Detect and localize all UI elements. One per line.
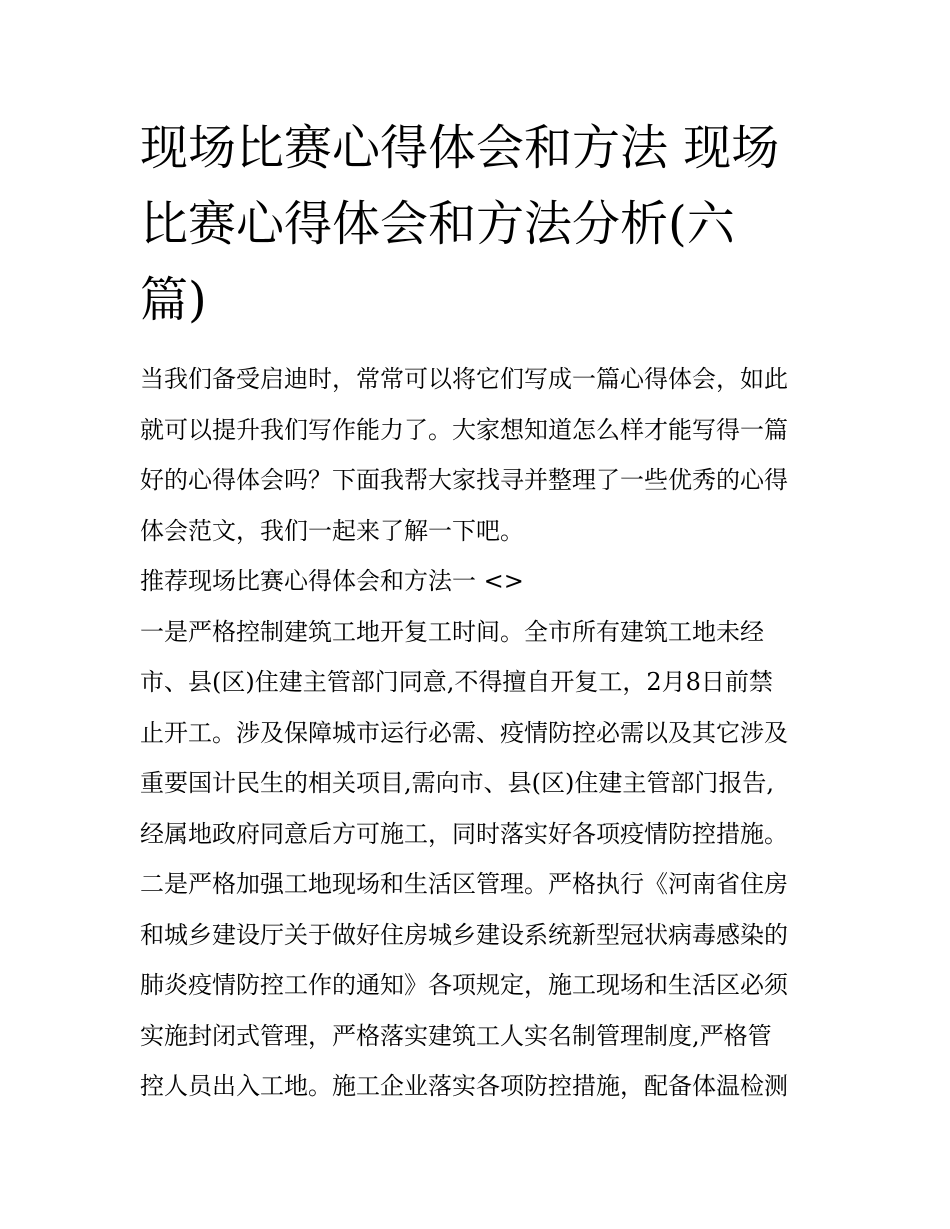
body-line: 当我们备受启迪时，常常可以将它们写成一篇心得体会，如此	[140, 365, 788, 393]
section-heading: 推荐现场比赛心得体会和方法一 <>	[140, 567, 524, 595]
body-line: 市、县(区)住建主管部门同意,不得擅自开复工，2月8日前禁	[140, 668, 773, 696]
body-line: 一是严格控制建筑工地开复工时间。全市所有建筑工地未经	[140, 617, 764, 646]
title-line: 篇)	[140, 272, 207, 328]
title-line: 现场比赛心得体会和方法 现场	[140, 120, 780, 176]
document-body	[140, 354, 830, 1112]
body-line: 二是严格加强工地现场和生活区管理。严格执行《河南省住房	[140, 870, 788, 898]
body-line: 肺炎疫情防控工作的通知》各项规定，施工现场和生活区必须	[140, 971, 788, 999]
body-line: 重要国计民生的相关项目,需向市、县(区)住建主管部门报告,	[140, 769, 774, 797]
title-line: 比赛心得体会和方法分析(六	[140, 196, 735, 252]
body-line: 就可以提升我们写作能力了。大家想知道怎么样才能写得一篇	[140, 415, 788, 444]
body-line: 控人员出入工地。施工企业落实各项防控措施，配备体温检测	[140, 1072, 788, 1100]
body-line: 实施封闭式管理，严格落实建筑工人实名制管理制度,严格管	[140, 1021, 772, 1050]
document-title	[140, 110, 830, 338]
body-line: 好的心得体会吗？下面我帮大家找寻并整理了一些优秀的心得	[140, 466, 788, 494]
body-line: 经属地政府同意后方可施工，同时落实好各项疫情防控措施。	[140, 819, 788, 848]
body-line: 体会范文，我们一起来了解一下吧。	[140, 516, 524, 545]
body-line: 止开工。涉及保障城市运行必需、疫情防控必需以及其它涉及	[140, 718, 788, 747]
body-line: 和城乡建设厅关于做好住房城乡建设系统新型冠状病毒感染的	[140, 920, 788, 949]
